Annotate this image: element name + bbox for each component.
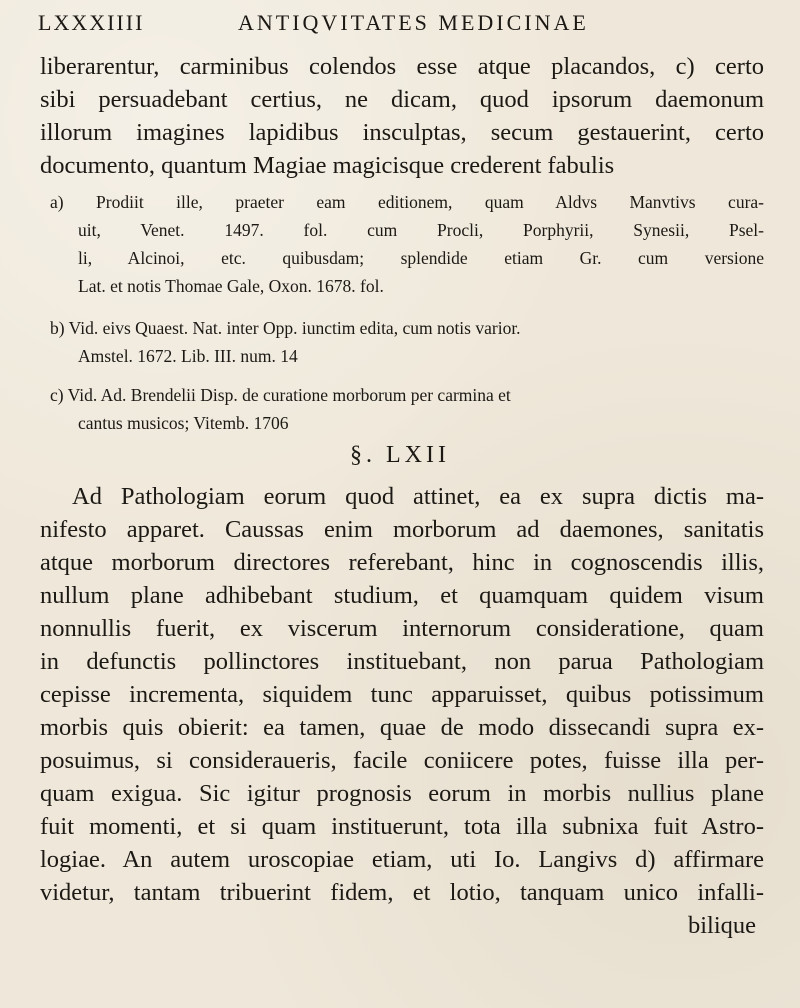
text-line: nifesto apparet. Caussas enim morborum ad daemones, sanitatis bbox=[40, 516, 764, 543]
text-line: fuit momenti, et si quam instituerunt, tota illa subnixa fuit Astro- bbox=[40, 813, 764, 840]
footnote-line: c) Vid. Ad. Brendelii Disp. de curatione morborum per carmina et bbox=[50, 385, 511, 405]
catchword: bilique bbox=[687, 912, 756, 939]
text-line: Ad Pathologiam eorum quod attinet, ea ex supra dictis ma- bbox=[72, 483, 764, 510]
text-line: in defunctis pollinctores instituebant, non parua Pathologiam bbox=[40, 648, 764, 675]
footnote-c bbox=[40, 381, 764, 437]
footnote-a bbox=[40, 188, 764, 300]
text-line: morbis quis obierit: ea tamen, quae de modo dissecandi supra ex- bbox=[40, 714, 764, 741]
text-line: sibi persuadebant certius, ne dicam, quod ipsorum daemonum bbox=[40, 86, 764, 113]
page-number: LXXXIIII bbox=[38, 10, 145, 35]
footnote-line: cantus musicos; Vitemb. 1706 bbox=[78, 413, 289, 433]
text-line: logiae. An autem uroscopiae etiam, uti Io. Langivs d) affirmare bbox=[40, 846, 764, 873]
text-line: illorum imagines lapidibus insculptas, secum gestauerint, certo bbox=[40, 119, 764, 146]
text-line: atque morborum directores referebant, hinc in cognoscendis illis, bbox=[40, 549, 764, 576]
footnote-line: li, Alcinoi, etc. quibusdam; splendide etiam Gr. cum versione bbox=[78, 248, 764, 268]
footnote-line: a) Prodiit ille, praeter eam editionem, quam Aldvs Manvtivs cura- bbox=[50, 192, 764, 212]
footnote-line: Amstel. 1672. Lib. III. num. 14 bbox=[78, 346, 298, 366]
footnote-line: b) Vid. eivs Quaest. Nat. inter Opp. iunctim edita, cum notis varior. bbox=[50, 318, 521, 338]
text-line: documento, quantum Magiae magicisque crederent fabulis bbox=[40, 152, 615, 179]
text-line: nonnullis fuerit, ex viscerum internorum consideratione, quam bbox=[40, 615, 764, 642]
text-line: cepisse incrementa, siquidem tunc apparuisset, quibus potissimum bbox=[40, 681, 764, 708]
section-heading: §. LXII bbox=[350, 442, 450, 468]
text-line: nullum plane adhibebant studium, et quamquam quidem visum bbox=[40, 582, 764, 609]
text-line: quam exigua. Sic igitur prognosis eorum in morbis nullius plane bbox=[40, 780, 764, 807]
footnote-line: Lat. et notis Thomae Gale, Oxon. 1678. fol. bbox=[78, 276, 384, 296]
main-text-section bbox=[40, 480, 764, 942]
text-line: liberarentur, carminibus colendos esse atque placandos, c) certo bbox=[40, 53, 764, 80]
footnote-b bbox=[40, 314, 764, 370]
running-head bbox=[38, 4, 776, 38]
text-line: videtur, tantam tribuerint fidem, et lotio, tanquam unico infalli- bbox=[40, 879, 764, 906]
footnote-line: uit, Venet. 1497. fol. cum Procli, Porphyrii, Synesii, Psel- bbox=[78, 220, 764, 240]
running-title: ANTIQVITATES MEDICINAE bbox=[238, 10, 589, 35]
main-text-top bbox=[40, 50, 764, 182]
text-line: posuimus, si consideraueris, facile coniicere potes, fuisse illa per- bbox=[40, 747, 764, 774]
